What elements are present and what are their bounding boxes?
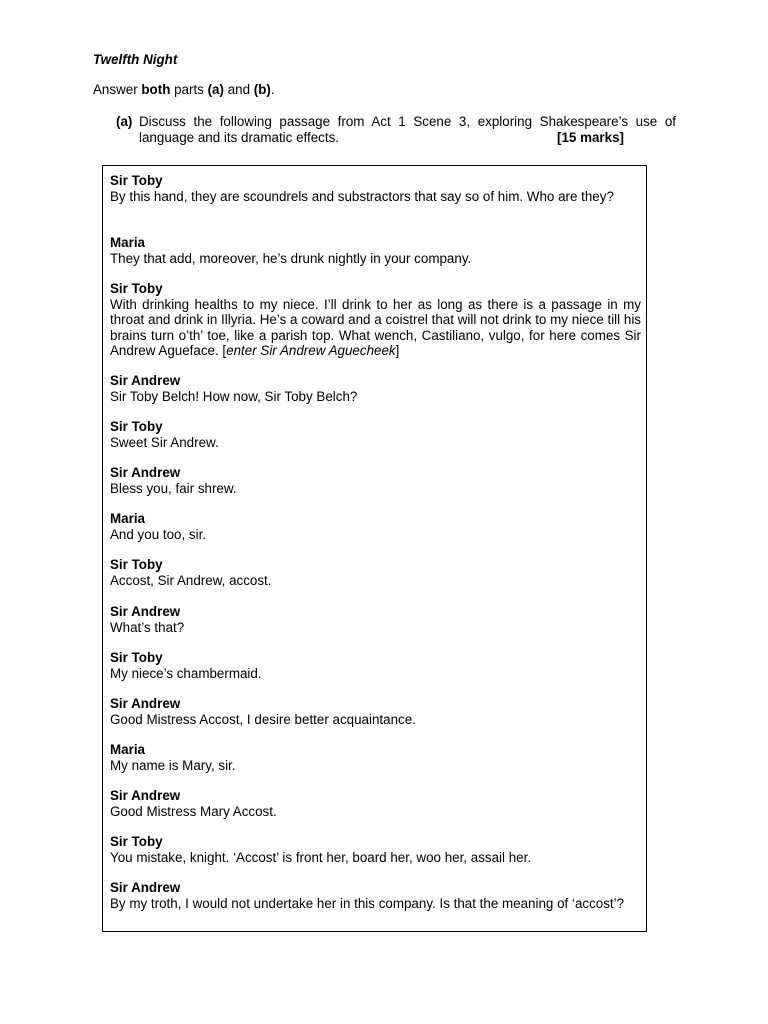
speech-line-end: ] — [395, 343, 400, 358]
speech-line: My name is Mary, sir. — [110, 757, 236, 773]
speaker-name: Sir Toby — [110, 650, 163, 665]
speaker-name: Sir Toby — [110, 557, 163, 572]
speech-block — [110, 419, 641, 450]
speaker-name: Sir Toby — [110, 834, 163, 849]
instruction-part-a: (a) — [207, 82, 224, 97]
question-part-a — [116, 114, 676, 145]
speech-line-text: With drinking healths to my niece. I’ll drink to her as long as there is a passage in my throat and drink in Illyria. He’s a coward and a coistrel that will not drink to my niece till his brains turn o’th’ toe, like a parish top. What wench, Castiliano, vulgo, for here comes Sir Andrew Agueface. [ — [110, 296, 641, 358]
speech-block — [110, 880, 641, 911]
speech-block — [110, 235, 641, 266]
speech-line: And you too, sir. — [110, 526, 207, 542]
speech-line: Sir Toby Belch! How now, Sir Toby Belch? — [110, 388, 358, 404]
instruction-mid1: parts — [170, 82, 208, 97]
question-text: Discuss the following passage from Act 1 Scene 3, exploring Shakespeare’s use of language and its dramatic effects. — [139, 114, 676, 145]
speech-block — [110, 465, 641, 496]
speech-block — [110, 604, 641, 635]
speech-block — [110, 788, 641, 819]
speech-block — [110, 373, 641, 404]
speech-block — [110, 696, 641, 727]
speaker-name: Sir Andrew — [110, 788, 181, 803]
question-label: (a) — [116, 114, 133, 129]
speaker-name: Sir Toby — [110, 419, 163, 434]
stage-direction: enter Sir Andrew Aguecheek — [226, 343, 396, 358]
marks-badge: [15 marks] — [557, 129, 624, 145]
speech-line: What’s that? — [110, 619, 185, 635]
speech-line: Bless you, fair shrew. — [110, 480, 237, 496]
speech-block — [110, 173, 641, 204]
speech-line: Accost, Sir Andrew, accost. — [110, 572, 272, 588]
speech-line: By my troth, I would not undertake her in this company. Is that the meaning of ‘accost’? — [110, 895, 625, 911]
instruction-part-b: (b) — [253, 82, 271, 97]
speech-line: By this hand, they are scoundrels and substractors that say so of him. Who are they? — [110, 188, 614, 204]
speech-block — [110, 834, 641, 865]
speaker-name: Sir Toby — [110, 281, 163, 296]
speaker-name: Sir Andrew — [110, 696, 181, 711]
speaker-name: Maria — [110, 511, 145, 526]
speech-block — [110, 511, 641, 542]
document-title: Twelfth Night — [93, 52, 178, 67]
speaker-name: Sir Andrew — [110, 880, 181, 895]
instruction-end: . — [270, 82, 275, 97]
speech-block — [110, 557, 641, 588]
speaker-name: Maria — [110, 742, 145, 757]
instruction-mid2: and — [223, 82, 254, 97]
passage-box — [102, 165, 647, 932]
speaker-name: Sir Andrew — [110, 373, 181, 388]
speech-line: They that add, moreover, he’s drunk nightly in your company. — [110, 250, 472, 266]
speaker-name: Sir Toby — [110, 173, 163, 188]
instruction-both: both — [141, 82, 171, 97]
speech-line: You mistake, knight. ‘Accost’ is front her, board her, woo her, assail her. — [110, 849, 532, 865]
speech-line: Good Mistress Accost, I desire better acquaintance. — [110, 711, 416, 727]
speech-line: Sweet Sir Andrew. — [110, 434, 219, 450]
speech-line: My niece’s chambermaid. — [110, 665, 262, 681]
speech-block — [110, 281, 641, 359]
speech-line — [110, 297, 641, 359]
instruction-pre: Answer — [93, 82, 142, 97]
speaker-name: Sir Andrew — [110, 465, 181, 480]
speaker-name: Sir Andrew — [110, 604, 181, 619]
speech-line: Good Mistress Mary Accost. — [110, 803, 277, 819]
speaker-name: Maria — [110, 235, 145, 250]
speech-block — [110, 742, 641, 773]
speech-block — [110, 650, 641, 681]
answer-instruction — [93, 82, 275, 97]
